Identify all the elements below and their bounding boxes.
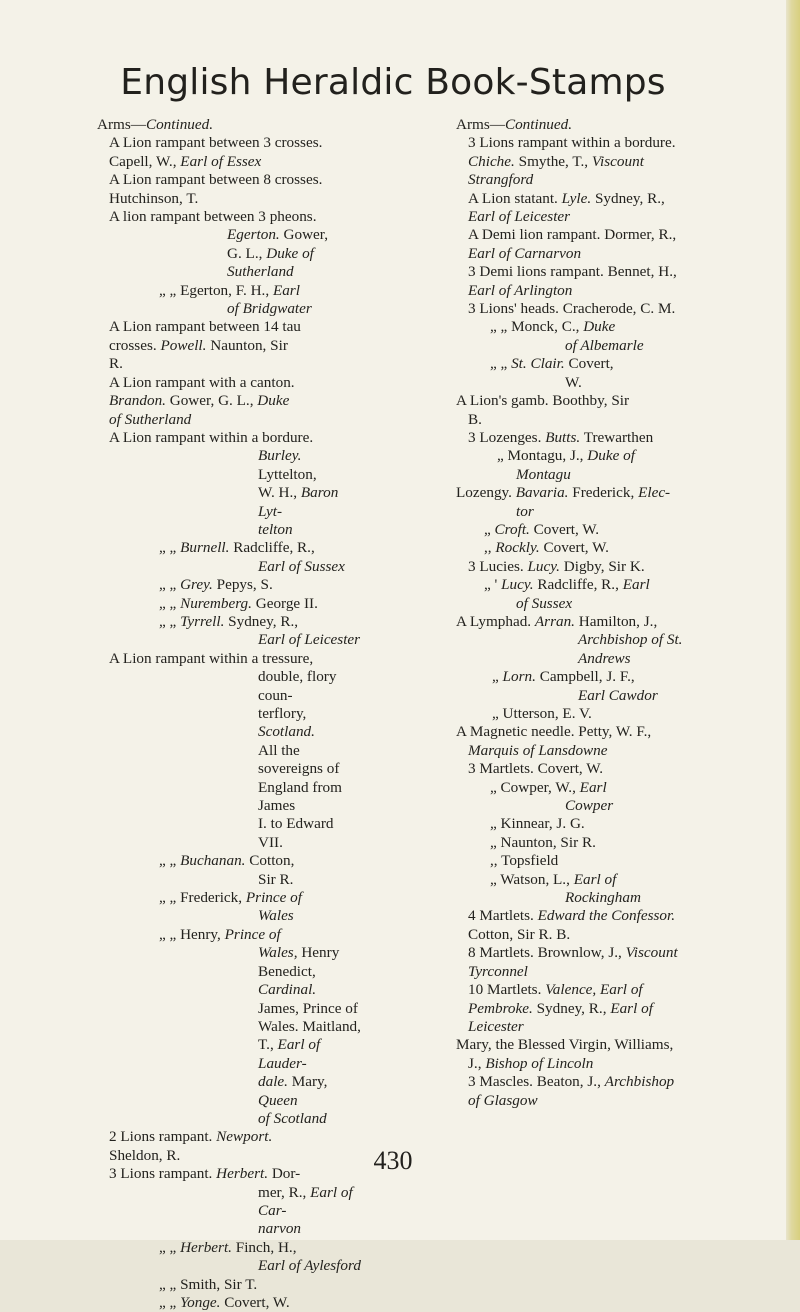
entry-line: A Lion rampant between 14 tau (109, 318, 301, 336)
entry-line: ,, Topsfield (490, 852, 559, 870)
entry-line: 10 Martlets. Valence, Earl of (468, 981, 643, 999)
entry-line: A Lion rampant with a canton. (109, 373, 295, 391)
entry-line: A lion rampant between 3 pheons. (109, 208, 317, 226)
entry-line: G. L., Duke of (227, 244, 314, 262)
entry-line: „ „ Egerton, F. H., Earl (159, 281, 300, 299)
entry-line: Wales (258, 907, 294, 925)
entry-line: 3 Lozenges. Butts. Trewarthen (468, 428, 654, 446)
entry-line: Earl of Sussex (258, 557, 345, 575)
entry-line: 3 Mascles. Beaton, J., Archbishop (468, 1073, 675, 1091)
entry-line: Cotton, Sir R. B. (468, 925, 571, 943)
entry-line: „ Croft. Covert, W. (484, 520, 600, 538)
entry-line: W. H., Baron Lyt- (258, 484, 339, 520)
entry-line: of Glasgow (468, 1091, 538, 1109)
entry-line: of Sussex (516, 594, 573, 612)
entry-line: telton (258, 520, 293, 538)
entry-line: ,, Rockly. Covert, W. (484, 539, 609, 557)
entry-line: „ „ Yonge. Covert, W. (159, 1294, 290, 1311)
entry-line: A Magnetic needle. Petty, W. F., (456, 723, 652, 741)
entry-line: dale. Mary, Queen (258, 1073, 328, 1109)
entry-line: narvon (258, 1220, 302, 1238)
entry-line: „ Naunton, Sir R. (490, 833, 596, 851)
entry-line: Pembroke. Sydney, R., Earl of (468, 999, 653, 1017)
column-heading: Arms—Continued. (456, 116, 573, 133)
entry-line: A Lion rampant between 3 crosses. (109, 134, 323, 152)
entry-line: Marquis of Lansdowne (468, 741, 608, 759)
entry-line: A Lion statant. Lyle. Sydney, R., (468, 189, 665, 207)
entry-line: of Albemarle (565, 336, 644, 354)
entry-line: J., Bishop of Lincoln (468, 1054, 594, 1072)
entry-line: „ Watson, L., Earl of (490, 870, 617, 888)
entry-line: Sheldon, R. (109, 1146, 181, 1164)
entry-line: „ ' Lucy. Radcliffe, R., Earl (484, 576, 650, 594)
entry-line: Hutchinson, T. (109, 189, 199, 207)
entry-line: Chiche. Smythe, T., Viscount (468, 152, 644, 170)
entry-line: of Sutherland (109, 410, 192, 428)
entry-line: „ Kinnear, J. G. (490, 815, 585, 833)
entry-line: A Demi lion rampant. Dormer, R., (468, 226, 677, 244)
entry-line: „ „ St. Clair. Covert, (490, 355, 614, 373)
entry-line: Strangford (468, 171, 534, 189)
entry-line: 8 Martlets. Brownlow, J., Viscount (468, 944, 678, 962)
entry-line: of Scotland (258, 1109, 327, 1127)
entry-line: Lozengy. Bavaria. Frederick, Elec- (456, 484, 671, 502)
entry-line: Andrews (578, 649, 631, 667)
entry-line: double, flory coun- (258, 668, 337, 704)
entry-line: B. (468, 410, 482, 428)
entry-line: R. (109, 355, 123, 373)
entry-line: Mary, the Blessed Virgin, Williams, (456, 1036, 674, 1054)
entry-line: Sutherland (227, 263, 294, 281)
entry-line: England from James (258, 778, 342, 815)
entry-line: of Bridgwater (227, 300, 312, 318)
entry-line: A Lion's gamb. Boothby, Sir (456, 392, 630, 410)
entry-line: 2 Lions rampant. Newport. (109, 1128, 273, 1146)
entry-line: Tyrconnel (468, 962, 528, 980)
entry-line: „ „ Burnell. Radcliffe, R., (159, 539, 315, 557)
entry-line: Earl of Carnarvon (468, 244, 582, 262)
entry-line: „ „ Tyrrell. Sydney, R., (159, 612, 299, 630)
entry-line: „ „ Henry, Prince of (159, 925, 281, 943)
entry-line: T., Earl of Lauder- (258, 1036, 321, 1072)
entry-line: A Lion rampant within a tressure, (109, 649, 314, 667)
page-number: 430 (373, 1146, 413, 1175)
entry-line: Earl of Leicester (468, 208, 571, 226)
entry-line: „ Lorn. Campbell, J. F., (492, 668, 635, 686)
entry-line: Wales, Henry (258, 944, 340, 962)
page-title: English Heraldic Book-Stamps (120, 62, 666, 103)
entry-line: A Lion rampant within a bordure. (109, 428, 314, 446)
entry-line: „ „ Nuremberg. George II. (159, 594, 318, 612)
entry-line: „ „ Smith, Sir T. (159, 1275, 258, 1293)
entry-line: „ „ Herbert. Finch, H., (159, 1238, 297, 1256)
entry-line: A Lion rampant between 8 crosses. (109, 171, 323, 189)
entry-line: A Lymphad. Arran. Hamilton, J., (456, 612, 658, 630)
entry-line: 4 Martlets. Edward the Confessor. (468, 907, 676, 925)
entry-line: Archbishop of St. (578, 631, 683, 649)
entry-line: 3 Demi lions rampant. Bennet, H., (468, 263, 677, 281)
entry-line: Cowper (565, 797, 614, 815)
entry-line: „ „ Frederick, Prince of (159, 889, 302, 907)
entry-line: Leicester (468, 1017, 524, 1035)
entry-line: 3 Lions' heads. Cracherode, C. M. (468, 300, 676, 318)
left-column (97, 116, 361, 1312)
entry-line: W. (565, 373, 582, 391)
entry-line: I. to Edward VII. (258, 815, 334, 851)
entry-line: James, Prince of (258, 999, 358, 1017)
page-edge (786, 0, 800, 1240)
entry-line: 3 Lucies. Lucy. Digby, Sir K. (468, 557, 645, 575)
entry-line: „ „ Monck, C., Duke (490, 318, 616, 336)
entry-line: mer, R., Earl of Car- (258, 1183, 353, 1219)
entry-line: Benedict, Cardinal. (258, 962, 317, 999)
entry-line: Sir R. (258, 870, 294, 888)
entry-line: Earl of Aylesford (258, 1257, 361, 1275)
entry-line: „ „ Grey. Pepys, S. (159, 576, 273, 594)
entry-line: Wales. Maitland, (258, 1017, 361, 1035)
entry-line: Rockingham (565, 889, 641, 907)
entry-line: Egerton. Gower, (227, 226, 329, 244)
entry-line: 3 Lions rampant. Herbert. Dor- (109, 1165, 301, 1183)
entry-line: crosses. Powell. Naunton, Sir (109, 336, 288, 354)
entry-line: Earl of Arlington (468, 281, 573, 299)
entry-line: „ „ Buchanan. Cotton, (159, 852, 295, 870)
entry-line: „ Cowper, W., Earl (490, 778, 607, 796)
entry-line: Montagu (516, 465, 571, 483)
entry-line: 3 Lions rampant within a bordure. (468, 134, 676, 152)
entry-line: „ Utterson, E. V. (492, 705, 592, 722)
entry-line: 3 Martlets. Covert, W. (468, 760, 603, 778)
entry-line: terflory, Scotland. (258, 705, 315, 741)
entry-line: Brandon. Gower, G. L., Duke (109, 392, 290, 410)
entry-line: Capell, W., Earl of Essex (109, 152, 262, 170)
column-heading: Arms—Continued. (97, 116, 214, 133)
entry-line: tor (516, 502, 534, 520)
entry-line: „ Montagu, J., Duke of (497, 447, 635, 465)
entry-line: Burley. Lyttelton, (258, 447, 317, 483)
entry-line: All the sovereigns of (258, 741, 340, 778)
right-column (456, 116, 736, 1110)
entry-line: Earl Cawdor (578, 686, 658, 704)
entry-line: Earl of Leicester (258, 631, 361, 649)
